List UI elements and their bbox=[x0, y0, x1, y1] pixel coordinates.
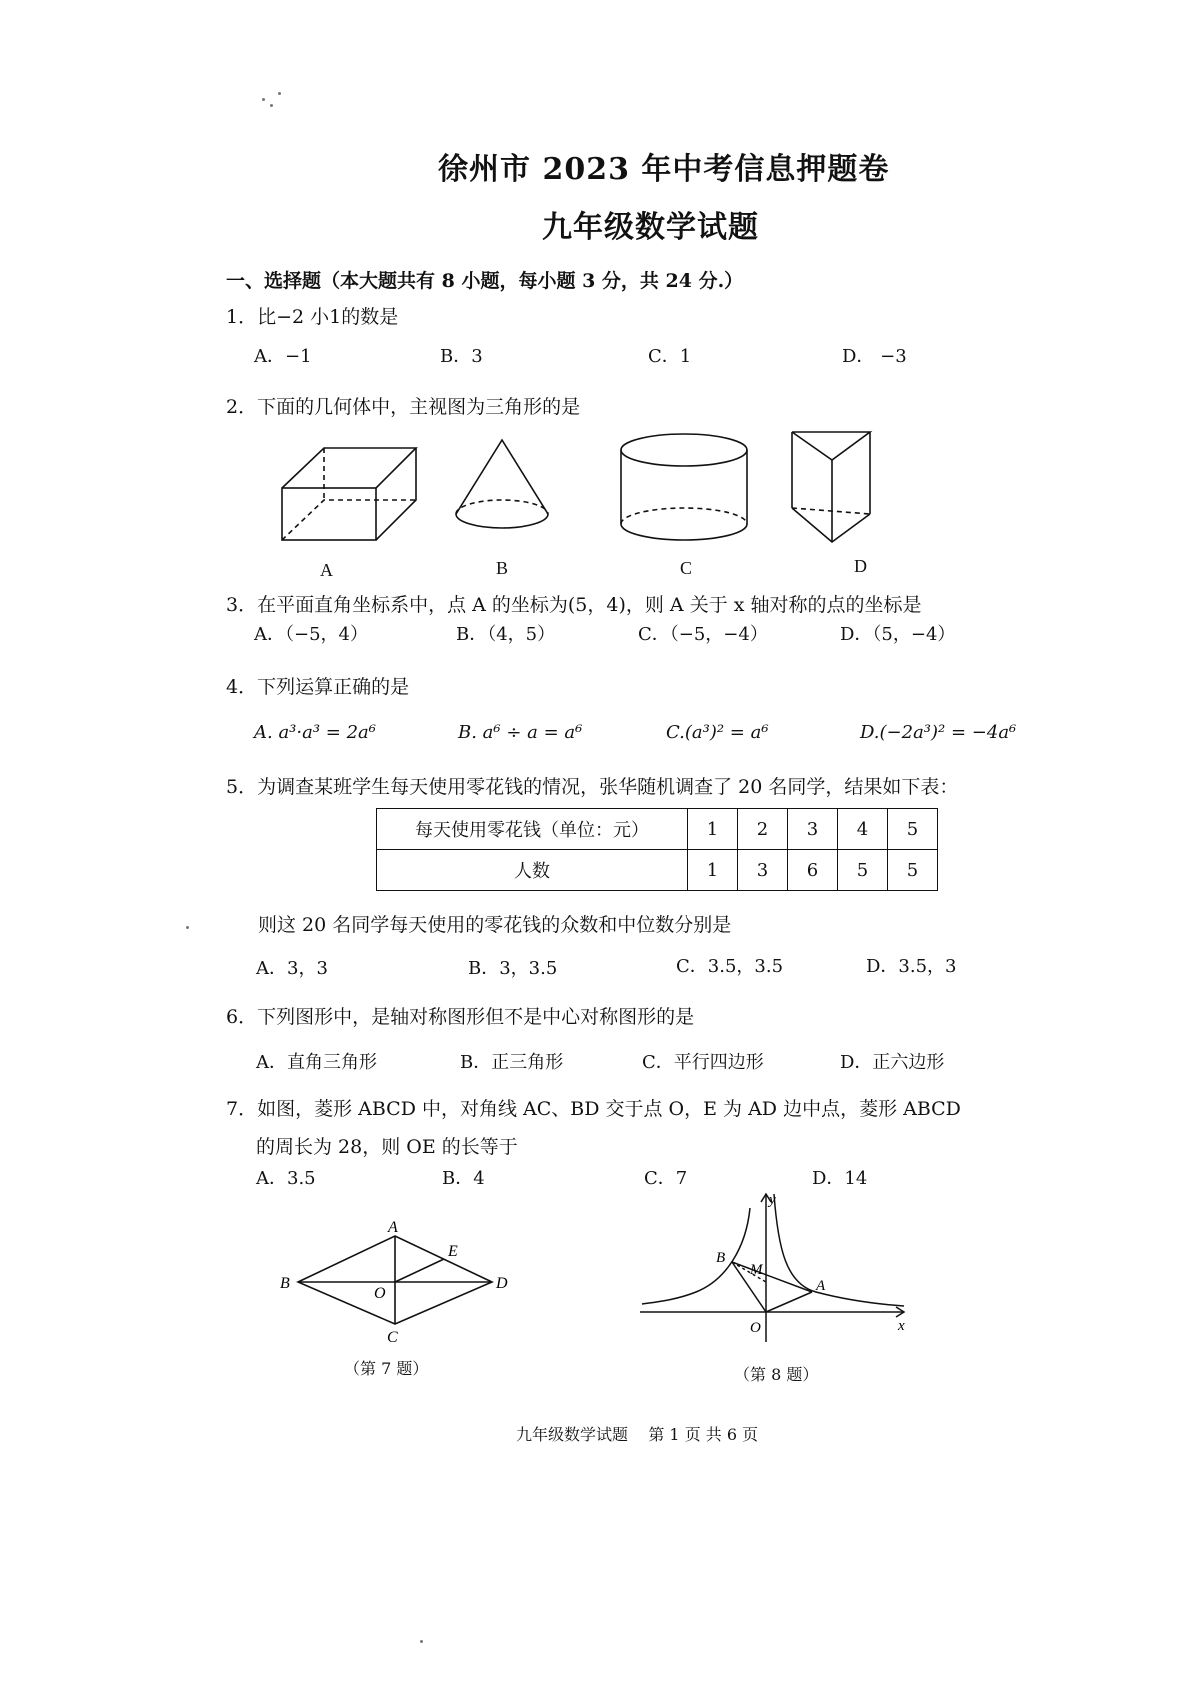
q1-option-b: B．3 bbox=[440, 346, 483, 367]
point-c-label: C bbox=[387, 1329, 398, 1346]
figure-7-caption: （第 7 题） bbox=[344, 1359, 429, 1378]
scan-speck bbox=[262, 98, 265, 101]
triangular-prism-solid bbox=[792, 432, 870, 542]
q4-option-b: B. a⁶ ÷ a = a⁶ bbox=[458, 722, 583, 743]
q6-option-c: C．平行四边形 bbox=[642, 1052, 764, 1073]
point-b-label: B bbox=[280, 1275, 290, 1292]
q3-option-c: C．（−5，−4） bbox=[638, 624, 768, 645]
cylinder-solid bbox=[621, 434, 747, 540]
point-d-label: D bbox=[496, 1275, 508, 1292]
question-5-follow: 则这 20 名同学每天使用的零花钱的众数和中位数分别是 bbox=[258, 914, 732, 936]
question-3-stem: 3．在平面直角坐标系中，点 A 的坐标为(5，4)，则 A 关于 x 轴对称的点的坐标是 bbox=[226, 594, 922, 616]
q2-label-b: B bbox=[496, 558, 509, 578]
table-cell: 1 bbox=[688, 850, 738, 891]
point-a-label: A bbox=[816, 1278, 826, 1294]
question-1-stem: 1．比−2 小1的数是 bbox=[226, 306, 399, 328]
table-cell: 3 bbox=[788, 809, 838, 850]
table-row-label: 人数 bbox=[377, 850, 688, 891]
q6-option-a: A．直角三角形 bbox=[256, 1052, 377, 1073]
question-2-stem: 2．下面的几何体中，主视图为三角形的是 bbox=[226, 396, 581, 418]
cone-solid bbox=[456, 440, 548, 528]
table-cell: 5 bbox=[888, 850, 938, 891]
table-cell: 5 bbox=[838, 850, 888, 891]
table-cell: 2 bbox=[738, 809, 788, 850]
point-b-label: B bbox=[716, 1250, 726, 1266]
q5-option-b: B．3，3.5 bbox=[468, 958, 558, 979]
table-cell: 1 bbox=[688, 809, 738, 850]
table-cell: 6 bbox=[788, 850, 838, 891]
point-e-label: E bbox=[448, 1243, 458, 1260]
q4-option-d: D.(−2a³)² = −4a⁶ bbox=[860, 722, 1017, 743]
rhombus-figure bbox=[270, 1220, 520, 1350]
hyperbola-figure bbox=[636, 1188, 912, 1348]
point-m-label: M bbox=[750, 1262, 763, 1278]
question-5-stem: 5．为调查某班学生每天使用零花钱的情况，张华随机调查了 20 名同学，结果如下表： bbox=[226, 776, 959, 798]
table-header-label: 每天使用零花钱（单位：元） bbox=[377, 809, 688, 850]
x-axis-label: x bbox=[898, 1318, 905, 1334]
scan-speck bbox=[420, 1640, 423, 1643]
q2-label-d: D bbox=[854, 556, 867, 576]
q3-option-d: D．（5，−4） bbox=[840, 624, 956, 645]
question-7-stem: 7．如图，菱形 ABCD 中，对角线 AC、BD 交于点 O，E 为 AD 边中点，菱形 ABCD bbox=[226, 1098, 961, 1120]
table-row bbox=[377, 850, 938, 891]
q7-option-b: B．4 bbox=[442, 1168, 485, 1189]
q7-option-a: A．3.5 bbox=[256, 1168, 316, 1189]
point-a-label: A bbox=[388, 1220, 398, 1236]
page-footer: 九年级数学试题 第 1 页 共 6 页 bbox=[516, 1425, 759, 1444]
q5-option-c: C．3.5，3.5 bbox=[676, 956, 784, 977]
scan-speck bbox=[270, 104, 273, 107]
cuboid-solid bbox=[282, 448, 416, 540]
q2-label-c: C bbox=[680, 558, 693, 578]
question-6-stem: 6．下列图形中，是轴对称图形但不是中心对称图形的是 bbox=[226, 1006, 695, 1028]
q2-label-a: A bbox=[320, 560, 333, 580]
q4-option-a: A. a³·a³ = 2a⁶ bbox=[254, 722, 376, 743]
origin-label: O bbox=[750, 1320, 761, 1336]
q3-option-a: A．（−5，4） bbox=[254, 624, 368, 645]
q4-option-c: C.(a³)² = a⁶ bbox=[666, 722, 769, 743]
table-row bbox=[377, 809, 938, 850]
q7-option-c: C．7 bbox=[644, 1168, 688, 1189]
q6-option-b: B．正三角形 bbox=[460, 1052, 564, 1073]
table-cell: 4 bbox=[838, 809, 888, 850]
section-heading: 一、选择题（本大题共有 8 小题，每小题 3 分，共 24 分.） bbox=[226, 270, 744, 292]
point-o-label: O bbox=[374, 1285, 386, 1302]
q5-option-d: D．3.5，3 bbox=[866, 956, 957, 977]
scan-speck bbox=[278, 92, 281, 95]
figure-8-caption: （第 8 题） bbox=[734, 1365, 819, 1384]
q1-option-c: C．1 bbox=[648, 346, 692, 367]
q5-option-a: A．3，3 bbox=[256, 958, 328, 979]
question-7-stem-2: 的周长为 28，则 OE 的长等于 bbox=[256, 1136, 518, 1158]
q7-option-d: D．14 bbox=[812, 1168, 868, 1189]
q6-option-d: D．正六边形 bbox=[840, 1052, 945, 1073]
page-subtitle: 九年级数学试题 bbox=[542, 210, 759, 245]
table-cell: 5 bbox=[888, 809, 938, 850]
table-cell: 3 bbox=[738, 850, 788, 891]
question-4-stem: 4．下列运算正确的是 bbox=[226, 676, 410, 698]
page-title: 徐州市 2023 年中考信息押题卷 bbox=[438, 152, 890, 187]
scan-speck bbox=[186, 926, 189, 929]
y-axis-label: y bbox=[769, 1192, 776, 1208]
q1-option-d: D． −3 bbox=[842, 346, 907, 367]
q3-option-b: B．（4，5） bbox=[456, 624, 556, 645]
q2-solids-figure bbox=[270, 420, 920, 560]
q1-option-a: A．−1 bbox=[254, 346, 312, 367]
allowance-table bbox=[376, 808, 938, 891]
